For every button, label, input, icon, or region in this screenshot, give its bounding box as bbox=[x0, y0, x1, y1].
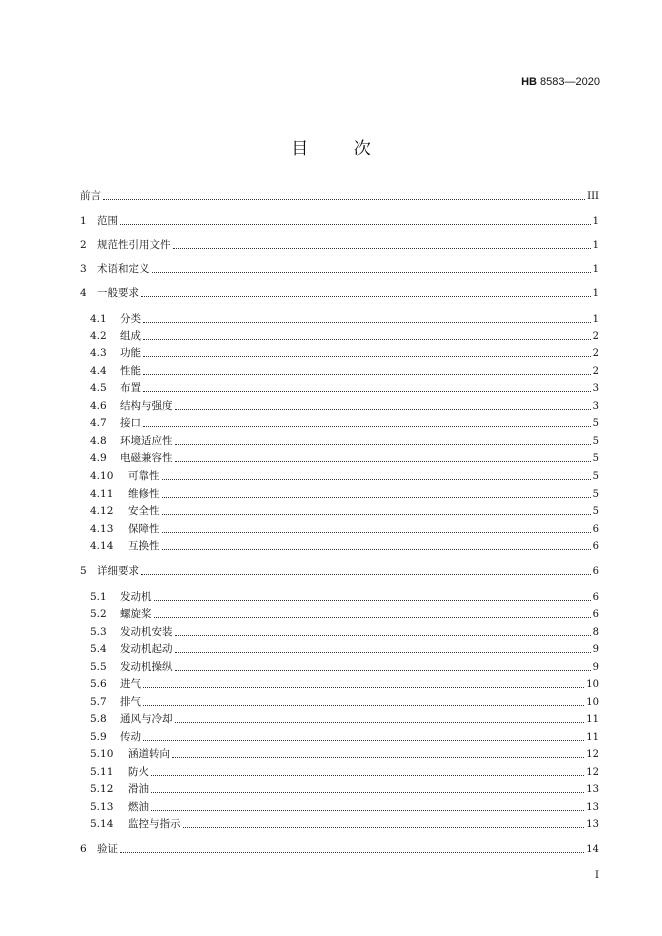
toc-entry[interactable] bbox=[80, 261, 599, 276]
toc-dot-leader bbox=[141, 295, 591, 297]
toc-entry-title: 术语和定义 bbox=[97, 263, 150, 275]
toc-entry-number: 4.5 bbox=[90, 382, 107, 394]
toc-entry-title: 进气 bbox=[120, 678, 141, 690]
toc-entry-page: 1 bbox=[592, 216, 599, 227]
toc-entry-page: 13 bbox=[586, 819, 599, 830]
toc-dot-leader bbox=[141, 573, 591, 575]
toc-entry-title: 性能 bbox=[120, 365, 141, 377]
title-char-1: 目 bbox=[291, 139, 309, 159]
toc-entry-number: 5.6 bbox=[90, 678, 107, 690]
toc-entry-number: 5 bbox=[80, 565, 87, 577]
toc-entry[interactable] bbox=[90, 363, 599, 378]
toc-entry-number: 4.10 bbox=[90, 470, 114, 482]
page-number: I bbox=[595, 870, 599, 881]
toc-dot-leader bbox=[143, 390, 591, 392]
toc-entry-page: 14 bbox=[586, 844, 599, 855]
toc-dot-leader bbox=[120, 223, 591, 225]
toc-entry-title: 环境适应性 bbox=[120, 435, 173, 447]
toc-entry[interactable] bbox=[90, 729, 599, 744]
toc-entry[interactable] bbox=[80, 841, 599, 856]
toc-entry[interactable] bbox=[90, 606, 599, 621]
toc-dot-leader bbox=[175, 669, 591, 671]
toc-entry[interactable] bbox=[80, 237, 599, 252]
toc-entry-number: 4.4 bbox=[90, 365, 107, 377]
toc-entry-number: 5.3 bbox=[90, 626, 107, 638]
toc-entry-page: 6 bbox=[592, 541, 599, 552]
toc-entry-title: 燃油 bbox=[128, 801, 149, 813]
toc-dot-leader bbox=[175, 634, 591, 636]
toc-entry[interactable] bbox=[90, 311, 599, 326]
toc-entry-number: 4.13 bbox=[90, 523, 114, 535]
toc-entry-title: 安全性 bbox=[128, 505, 160, 517]
toc-entry[interactable] bbox=[80, 563, 599, 578]
toc-entry-page: 1 bbox=[592, 240, 599, 251]
toc-dot-leader bbox=[143, 355, 591, 357]
toc-entry-page: 8 bbox=[592, 627, 599, 638]
toc-entry-title: 涵道转向 bbox=[128, 748, 170, 760]
toc-entry-page: 13 bbox=[586, 802, 599, 813]
toc-entry-title: 监控与指示 bbox=[128, 818, 181, 830]
toc-entry[interactable] bbox=[80, 188, 599, 203]
toc-entry[interactable] bbox=[90, 676, 599, 691]
toc-dot-leader bbox=[162, 496, 591, 498]
toc-entry-number: 3 bbox=[80, 263, 87, 275]
toc-entry-number: 4.6 bbox=[90, 400, 107, 412]
toc-dot-leader bbox=[143, 373, 591, 375]
toc-entry[interactable] bbox=[90, 816, 599, 831]
toc-entry[interactable] bbox=[90, 415, 599, 430]
toc-entry-page: 5 bbox=[592, 489, 599, 500]
toc-entry[interactable] bbox=[80, 213, 599, 228]
toc-entry-title: 前言 bbox=[80, 190, 101, 202]
toc-entry[interactable] bbox=[90, 486, 599, 501]
standard-number: 8583—2020 bbox=[540, 76, 600, 88]
toc-entry-title: 排气 bbox=[120, 696, 141, 708]
toc-entry-number: 5.1 bbox=[90, 591, 107, 603]
toc-dot-leader bbox=[175, 408, 591, 410]
toc-entry[interactable] bbox=[90, 398, 599, 413]
toc-entry-page: 6 bbox=[592, 566, 599, 577]
toc-entry-number: 4.1 bbox=[90, 313, 107, 325]
toc-entry-title: 保障性 bbox=[128, 523, 160, 535]
toc-entry[interactable] bbox=[90, 328, 599, 343]
toc-dot-leader bbox=[154, 616, 591, 618]
toc-dot-leader bbox=[162, 548, 591, 550]
toc-entry[interactable] bbox=[80, 285, 599, 300]
toc-entry[interactable] bbox=[90, 659, 599, 674]
toc-entry-page: 1 bbox=[592, 288, 599, 299]
toc-entry-number: 5.2 bbox=[90, 608, 107, 620]
toc-dot-leader bbox=[143, 425, 591, 427]
toc-entry-title: 维修性 bbox=[128, 488, 160, 500]
toc-entry-page: 6 bbox=[592, 592, 599, 603]
toc-entry-page: 13 bbox=[586, 784, 599, 795]
toc-entry[interactable] bbox=[90, 433, 599, 448]
toc-entry[interactable] bbox=[90, 781, 599, 796]
toc-entry-number: 4.11 bbox=[90, 488, 114, 500]
toc-entry-number: 5.13 bbox=[90, 801, 114, 813]
toc-entry-title: 滑油 bbox=[128, 783, 149, 795]
toc-dot-leader bbox=[143, 338, 591, 340]
toc-entry[interactable] bbox=[90, 711, 599, 726]
toc-entry-number: 5.9 bbox=[90, 731, 107, 743]
toc-entry-number: 5.4 bbox=[90, 643, 107, 655]
toc-dot-leader bbox=[172, 756, 584, 758]
toc-entry-title: 功能 bbox=[120, 347, 141, 359]
toc-entry-title: 布置 bbox=[120, 382, 141, 394]
toc-entry-page: 11 bbox=[586, 714, 599, 725]
toc-entry-title: 传动 bbox=[120, 731, 141, 743]
toc-entry-title: 通风与冷却 bbox=[120, 713, 173, 725]
toc-entry-page: III bbox=[587, 191, 599, 202]
toc-dot-leader bbox=[173, 247, 591, 249]
toc-dot-leader bbox=[162, 478, 591, 480]
toc-entry[interactable] bbox=[90, 468, 599, 483]
standard-prefix: HB bbox=[521, 76, 537, 88]
toc-entry[interactable] bbox=[90, 521, 599, 536]
toc-entry-page: 6 bbox=[592, 609, 599, 620]
toc-entry-title: 详细要求 bbox=[97, 565, 139, 577]
toc-dot-leader bbox=[143, 686, 584, 688]
toc-dot-leader bbox=[175, 651, 591, 653]
toc-entry-title: 发动机 bbox=[120, 591, 152, 603]
toc-entry-number: 5.8 bbox=[90, 713, 107, 725]
title-char-2: 次 bbox=[353, 139, 371, 159]
toc-entry-number: 5.5 bbox=[90, 661, 107, 673]
toc-entry-number: 5.11 bbox=[90, 766, 114, 778]
toc-dot-leader bbox=[154, 599, 591, 601]
toc-entry-title: 验证 bbox=[97, 843, 118, 855]
toc-dot-leader bbox=[162, 513, 591, 515]
toc-entry-title: 发动机操纵 bbox=[120, 661, 173, 673]
toc-dot-leader bbox=[143, 704, 584, 706]
toc-entry-title: 螺旋桨 bbox=[120, 608, 152, 620]
toc-entry-title: 范围 bbox=[97, 215, 118, 227]
toc-entry-number: 5.14 bbox=[90, 818, 114, 830]
toc-entry[interactable] bbox=[90, 624, 599, 639]
toc-entry-title: 电磁兼容性 bbox=[120, 452, 173, 464]
toc-entry[interactable] bbox=[90, 538, 599, 553]
toc-dot-leader bbox=[143, 739, 584, 741]
toc-entry[interactable] bbox=[90, 380, 599, 395]
toc-entry-number: 5.7 bbox=[90, 696, 107, 708]
toc-entry-title: 组成 bbox=[120, 330, 141, 342]
toc-dot-leader bbox=[151, 809, 584, 811]
toc-dot-leader bbox=[162, 531, 591, 533]
toc-entry-number: 1 bbox=[80, 215, 87, 227]
toc-entry-title: 发动机起动 bbox=[120, 643, 173, 655]
toc-entry-page: 10 bbox=[586, 697, 599, 708]
toc-entry-page: 3 bbox=[592, 401, 599, 412]
toc-dot-leader bbox=[152, 271, 591, 273]
toc-entry[interactable] bbox=[90, 450, 599, 465]
toc-entry-page: 2 bbox=[592, 331, 599, 342]
toc-entry-title: 规范性引用文件 bbox=[97, 239, 171, 251]
toc-entry-page: 2 bbox=[592, 366, 599, 377]
toc-dot-leader bbox=[120, 851, 584, 853]
toc-entry-number: 4.12 bbox=[90, 505, 114, 517]
toc-entry-page: 6 bbox=[592, 524, 599, 535]
toc-dot-leader bbox=[175, 721, 585, 723]
toc-entry-page: 1 bbox=[592, 314, 599, 325]
toc-entry-title: 结构与强度 bbox=[120, 400, 173, 412]
toc-entry-page: 5 bbox=[592, 418, 599, 429]
toc-entry-number: 4.14 bbox=[90, 540, 114, 552]
toc-entry-page: 5 bbox=[592, 471, 599, 482]
toc-dot-leader bbox=[175, 460, 591, 462]
toc-entry-page: 5 bbox=[592, 506, 599, 517]
toc-entry-page: 12 bbox=[586, 749, 599, 760]
toc-dot-leader bbox=[151, 791, 584, 793]
toc-dot-leader bbox=[175, 443, 591, 445]
toc-entry[interactable] bbox=[90, 746, 599, 761]
toc-entry-page: 9 bbox=[592, 662, 599, 673]
toc-entry-number: 4.8 bbox=[90, 435, 107, 447]
toc-entry-title: 一般要求 bbox=[97, 287, 139, 299]
toc-entry-page: 2 bbox=[592, 348, 599, 359]
toc-entry-page: 9 bbox=[592, 644, 599, 655]
toc-entry[interactable] bbox=[90, 589, 599, 604]
toc-entry-number: 4.7 bbox=[90, 417, 107, 429]
toc-entry-page: 5 bbox=[592, 436, 599, 447]
toc-entry[interactable] bbox=[90, 503, 599, 518]
toc-entry-title: 发动机安装 bbox=[120, 626, 173, 638]
toc-dot-leader bbox=[143, 321, 591, 323]
toc-entry-title: 接口 bbox=[120, 417, 141, 429]
toc-entry-page: 12 bbox=[586, 767, 599, 778]
toc-entry-page: 3 bbox=[592, 383, 599, 394]
toc-entry-number: 5.10 bbox=[90, 748, 114, 760]
toc-entry-number: 5.12 bbox=[90, 783, 114, 795]
toc-entry-number: 4 bbox=[80, 287, 87, 299]
toc-entry[interactable] bbox=[90, 764, 599, 779]
toc-dot-leader bbox=[183, 826, 585, 828]
toc-entry[interactable] bbox=[90, 345, 599, 360]
toc-entry-page: 10 bbox=[586, 679, 599, 690]
toc-entry[interactable] bbox=[90, 694, 599, 709]
toc-entry-number: 4.9 bbox=[90, 452, 107, 464]
toc-dot-leader bbox=[103, 198, 585, 200]
toc-entry[interactable] bbox=[90, 799, 599, 814]
toc-entry-title: 可靠性 bbox=[128, 470, 160, 482]
toc-entry-page: 1 bbox=[592, 264, 599, 275]
toc-entry[interactable] bbox=[90, 641, 599, 656]
toc-entry-page: 5 bbox=[592, 453, 599, 464]
toc-entry-number: 4.2 bbox=[90, 330, 107, 342]
toc-entry-title: 防火 bbox=[128, 766, 149, 778]
toc-entry-number: 2 bbox=[80, 239, 87, 251]
toc-dot-leader bbox=[151, 774, 584, 776]
toc-entry-page: 11 bbox=[586, 732, 599, 743]
toc-entry-number: 6 bbox=[80, 843, 87, 855]
toc-entry-title: 互换性 bbox=[128, 540, 160, 552]
toc-entry-number: 4.3 bbox=[90, 347, 107, 359]
toc-entry-title: 分类 bbox=[120, 313, 141, 325]
